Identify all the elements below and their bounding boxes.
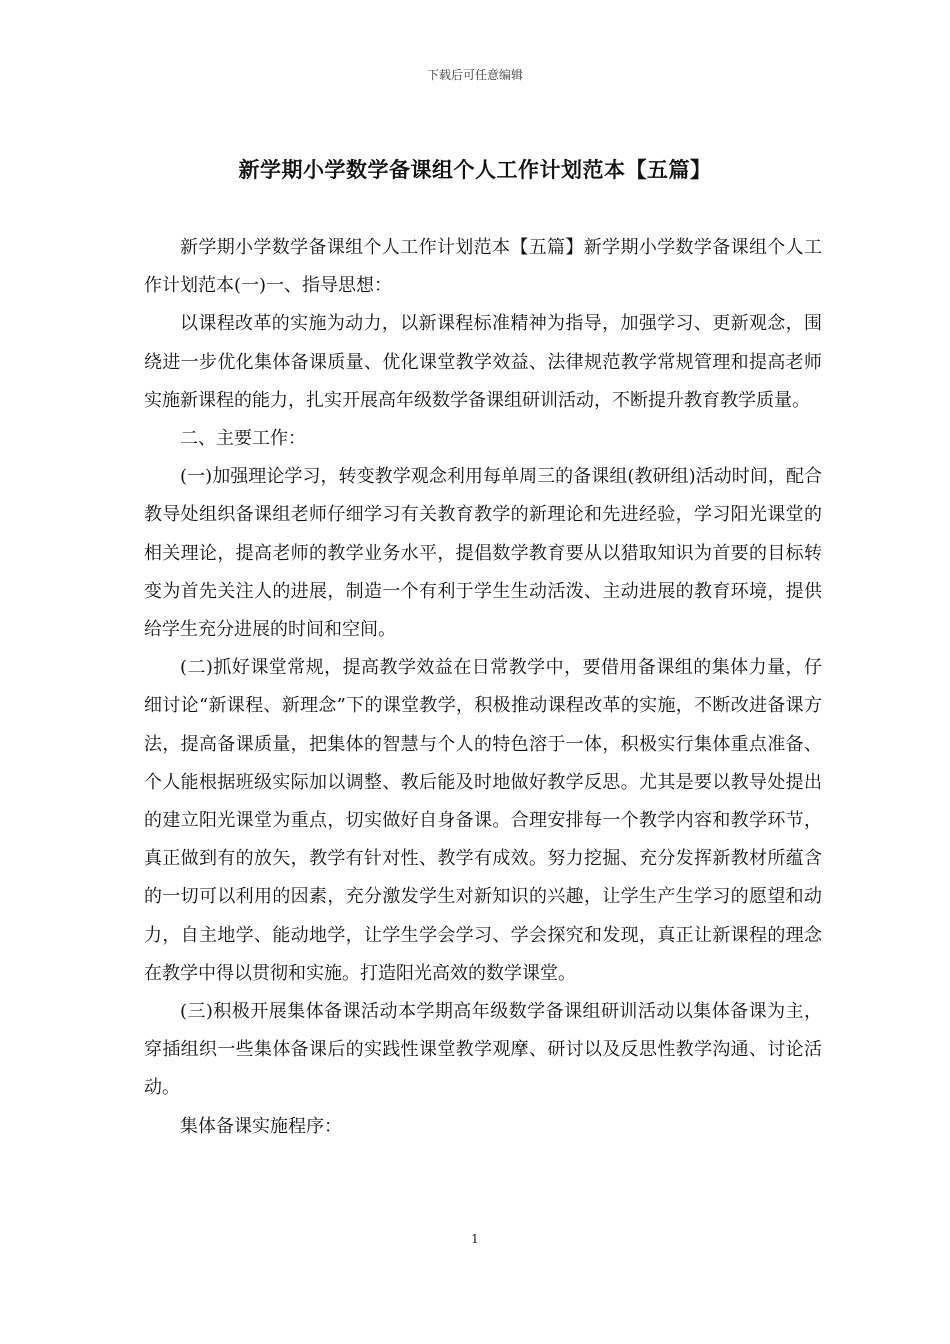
paragraph-intro: 新学期小学数学备课组个人工作计划范本【五篇】新学期小学数学备课组个人工作计划范本(一)一、指导思想： [144,237,822,297]
page-header-note: 下载后可任意编辑 [426,68,523,82]
paragraph-collective-lesson-prep: (三)积极开展集体备课活动本学期高年级数学备课组研训活动以集体备课为主，穿插组织一些集体备课后的实践性课堂教学观摩、研讨以及反思性教学沟通、讨论活动。 [144,1001,822,1099]
paragraph-main-work-heading: 二、主要工作： [180,428,306,450]
document-title: 新学期小学数学备课组个人工作计划范本【五篇】 [238,158,712,182]
paragraph-guiding-thought: 以课程改革的实施为动力，以新课程标准精神为指导，加强学习、更新观念，围绕进一步优化集体备课质量、优化课堂教学效益、法律规范教学常规管理和提高老师实施新课程的能力，扎实开展高年级数学备课组研训活动，不断提升教育教学质量。 [144,313,822,411]
paragraph-theory-study: (一)加强理论学习，转变教学观念利用每单周三的备课组(教研组)活动时间，配合教导处组织备课组老师仔细学习有关教育教学的新理论和先进经验，学习阳光课堂的相关理论，提高老师的教学业务水平，提倡数学教育要从以猎取知识为首要的目标转变为首先关注人的进展，制造一个有利于学生生动活泼、主动进展的教育环境，提供给学生充分进展的时间和空间。 [144,466,822,641]
document-body [144,229,822,1146]
paragraph-procedure-heading: 集体备课实施程序： [180,1115,342,1137]
page-number: 1 [471,1232,479,1246]
paragraph-classroom-routine: (二)抓好课堂常规，提高教学效益在日常教学中，要借用备课组的集体力量，仔细讨论“新课程、新理念”下的课堂教学，积极推动课程改革的实施，不断改进备课方法，提高备课质量，把集体的智慧与个人的特色溶于一体，积极实行集体重点准备、个人能根据班级实际加以调整、教后能及时地做好教学反思。尤其是要以教导处提出的建立阳光课堂为重点，切实做好自身备课。合理安排每一个教学内容和教学环节，真正做到有的放矢，教学有针对性、教学有成效。努力挖掘、充分发挥新教材所蕴含的一切可以利用的因素，充分激发学生对新知识的兴趣，让学生产生学习的愿望和动力，自主地学、能动地学，让学生学会学习、学会探究和发现，真正让新课程的理念在教学中得以贯彻和实施。打造阳光高效的数学课堂。 [144,657,822,984]
